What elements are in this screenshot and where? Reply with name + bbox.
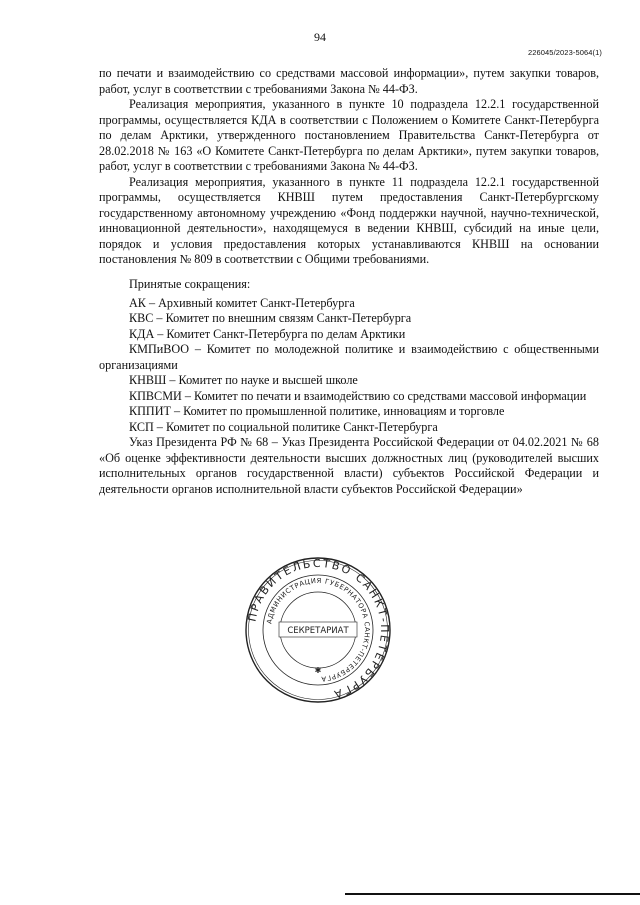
abbreviation-item: КДА – Комитет Санкт-Петербурга по делам Арктики bbox=[129, 326, 406, 341]
abbreviation-item: АК – Архивный комитет Санкт-Петербурга bbox=[129, 295, 355, 310]
paragraph-continuation: по печати и взаимодействию со средствами массовой информации», путем закупки товаров, работ, услуг в соответствии с требованиями Закона № 44-ФЗ. bbox=[99, 66, 599, 96]
abbreviation-item: КМПиВОО – Комитет по молодежной политике и взаимодействию с общественными организациями bbox=[99, 342, 599, 372]
bottom-rule bbox=[345, 893, 640, 895]
page-number: 94 bbox=[314, 30, 326, 44]
seal-outer-text: ПРАВИТЕЛЬСТВО САНКТ-ПЕТЕРБУРГА bbox=[245, 556, 392, 702]
official-seal-stamp bbox=[243, 555, 393, 705]
body-text bbox=[99, 66, 599, 268]
abbreviations-heading: Принятые сокращения: bbox=[129, 277, 251, 291]
paragraph-item-11: Реализация мероприятия, указанного в пункте 11 подраздела 12.2.1 государственной программы, осуществляется КНВШ путем предоставления Санкт-Петербургскому государственному автономному учреждению «Фонд поддержки научной, научно-технической, инновационной деятельности», находящемуся в ведении КНВШ, субсидий на иные цели, порядок и условия предоставления которых устанавливаются КНВШ на основании постановления № 809 в соответствии с Общими требованиями. bbox=[99, 174, 599, 266]
document-code: 226045/2023-5064(1) bbox=[527, 48, 602, 57]
seal-center-text: СЕКРЕТАРИАТ bbox=[287, 626, 349, 636]
abbreviation-item: КППИТ – Комитет по промышленной политике, инновациям и торговле bbox=[129, 404, 505, 418]
abbreviation-item: КПВСМИ – Комитет по печати и взаимодействию со средствами массовой информации bbox=[129, 388, 587, 403]
abbreviation-item: КВС – Комитет по внешним связям Санкт-Петербурга bbox=[129, 311, 412, 325]
abbreviations-list bbox=[99, 277, 599, 497]
seal-inner-text: АДМИНИСТРАЦИЯ ГУБЕРНАТОРА САНКТ-ПЕТЕРБУРГА bbox=[265, 576, 372, 683]
abbreviation-item: КНВШ – Комитет по науке и высшей школе bbox=[129, 373, 358, 387]
abbreviation-item: КСП – Комитет по социальной политике Санкт-Петербурга bbox=[129, 419, 438, 434]
seal-graphic bbox=[243, 555, 393, 705]
star-icon: ✱ bbox=[314, 666, 322, 675]
paragraph-item-10: Реализация мероприятия, указанного в пункте 10 подраздела 12.2.1 государственной программы, осуществляется КДА в соответствии с Положением о Комитете Санкт-Петербурга по делам Арктики, утвержденного постановлением Правительства Санкт-Петербурга от 28.02.2018 № 163 «О Комитете Санкт-Петербурга по делам Арктики», путем закупки товаров, работ, услуг в соответствии с требованиями Закона № 44-ФЗ. bbox=[99, 97, 599, 173]
abbreviation-item: Указ Президента РФ № 68 – Указ Президента Российской Федерации от 04.02.2021 № 68 «Об оценке эффективности деятельности высших должностных лиц (руководителей высших исполнительных органов государственной власти) субъектов Российской Федерации и деятельности органов исполнительной власти субъектов Российской Федерации» bbox=[99, 435, 599, 496]
